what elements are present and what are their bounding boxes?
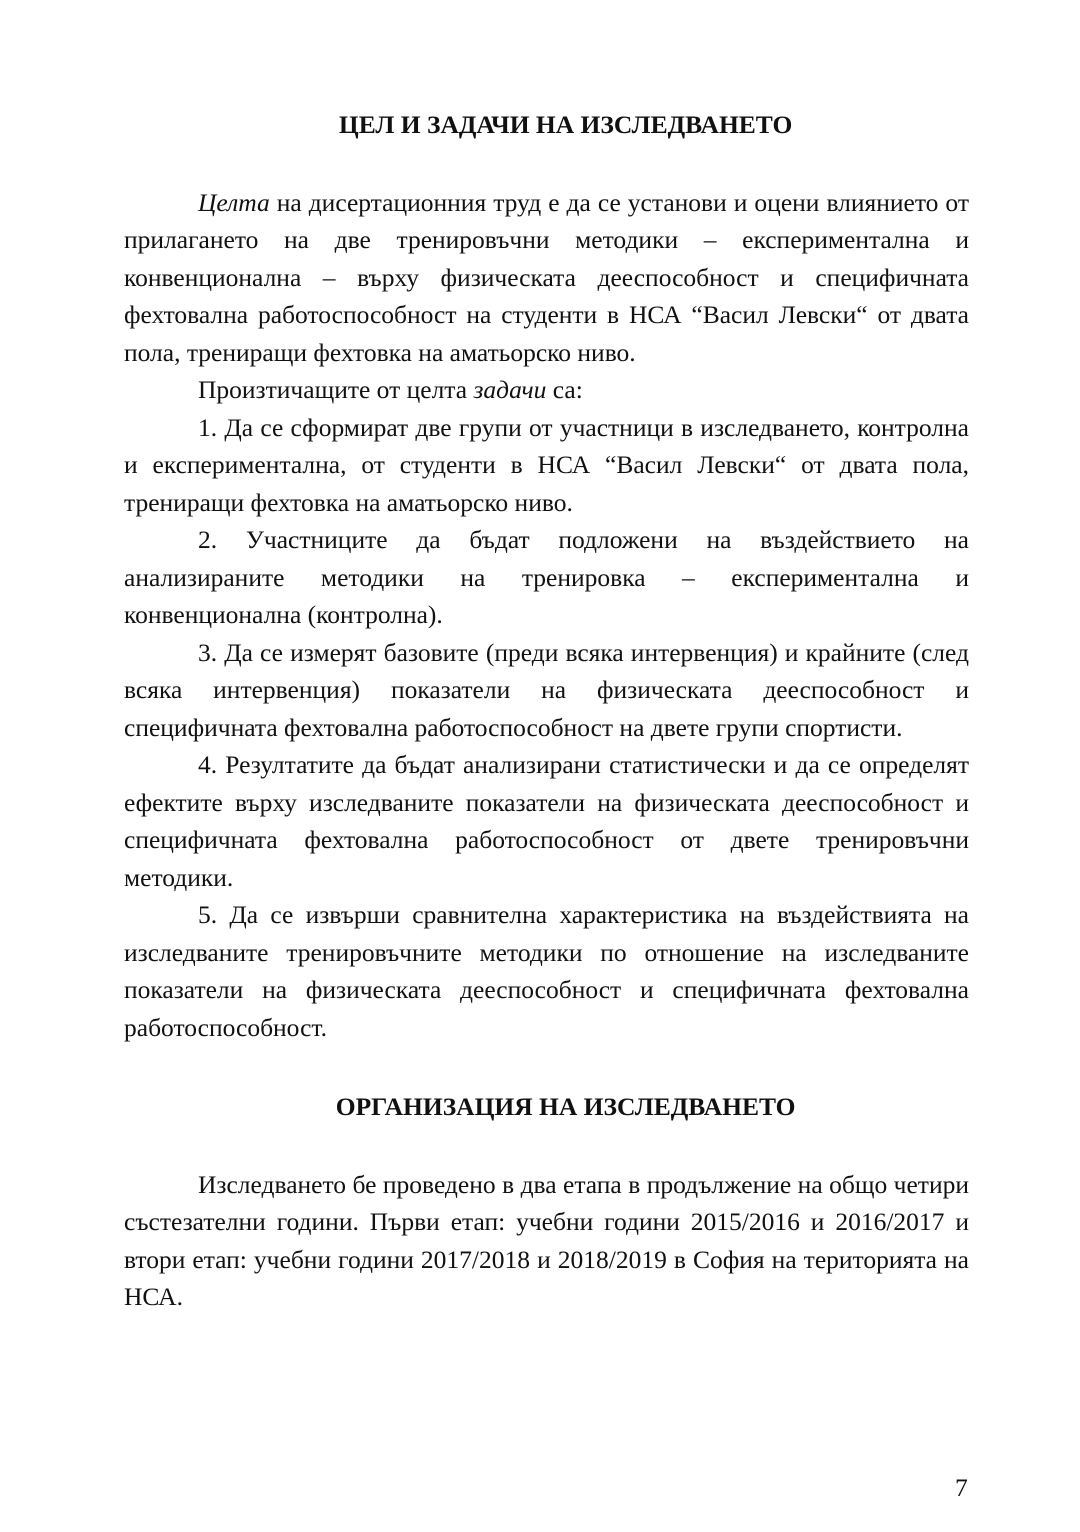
aim-term: Целта <box>198 187 270 217</box>
aim-text: на дисертационния труд е да се установи и оцени влиянието от прилагането на две тренировъчни методики – експериментална и конвенционална – върху физическата дееспособност и специфичната фехтовална работоспособност на студенти в НСА “Васил Левски“ от двата пола, трениращи фехтовка на аматьорско ниво. <box>124 187 969 367</box>
section-heading-organization: ОРГАНИЗАЦИЯ НА ИЗСЛЕДВАНЕТО <box>335 1092 796 1121</box>
section-heading-aims: ЦЕЛ И ЗАДАЧИ НА ИЗСЛЕДВАНЕТО <box>338 110 793 139</box>
page-content <box>124 106 969 1316</box>
tasks-intro-paragraph <box>124 371 969 409</box>
organization-paragraph: Изследването бе проведено в два етапа в продължение на общо четири състезателни години. Първи етап: учебни години 2015/2016 и 2016/2017 и втори етап: учебни години 2017/2018 и 2018/2019 в София на територията на НСА. <box>124 1169 969 1311</box>
task-item-5: 5. Да се извърши сравнителна характеристика на въздействията на изследваните тренировъчните методики по отношение на изследваните показатели на физическата дееспособност и специфичната фехтовална работоспособност. <box>124 900 969 1042</box>
spacer <box>124 1046 969 1088</box>
tasks-intro-after: са: <box>546 375 583 404</box>
task-item-3: 3. Да се измерят базовите (преди всяка интервенция) и крайните (след всяка интервенция) показатели на физическата дееспособност и специфичната фехтовална работоспособност на двете групи спортисти. <box>124 637 969 742</box>
task-item-2: 2. Участниците да бъдат подложени на въздействието на анализираните методики на тренировка – експериментална и конвенционална (контролна). <box>124 525 969 629</box>
spacer <box>124 144 969 184</box>
page-number: 7 <box>955 1473 968 1502</box>
tasks-intro-before: Произтичащите от целта <box>198 375 474 404</box>
tasks-term: задачи <box>473 375 547 404</box>
task-item-1: 1. Да се сформират две групи от участници в изследването, контролна и експериментална, от студенти в НСА “Васил Левски“ от двата пола, трениращи фехтовка на аматьорско ниво. <box>124 412 969 517</box>
aim-paragraph <box>124 184 969 372</box>
task-item-4: 4. Резултатите да бъдат анализирани статистически и да се определят ефектите върху изследваните показатели на физическата дееспособност и специфичната фехтовална работоспособност от двете тренировъчни методики. <box>124 750 969 892</box>
spacer <box>124 1126 969 1166</box>
